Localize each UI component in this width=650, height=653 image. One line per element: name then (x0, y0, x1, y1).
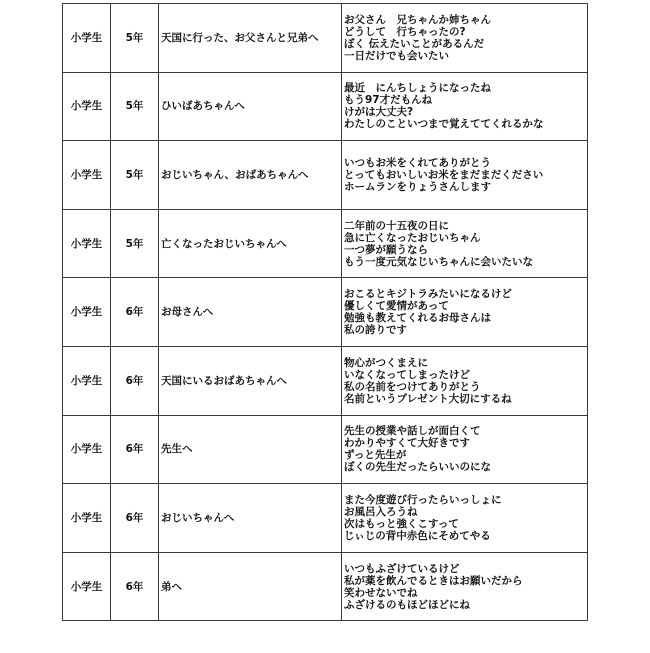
messages-table-body (63, 4, 588, 621)
recipient-cell: お母さんへ (159, 278, 342, 347)
message-line: どうして 行ちゃったの? (344, 25, 466, 38)
grade-cell: 6年 (111, 346, 159, 415)
message-line: お父さん 兄ちゃんか姉ちゃん (344, 13, 491, 26)
school-level-cell: 小学生 (63, 141, 111, 210)
grade-cell: 5年 (111, 209, 159, 278)
message-line: 次はもっと強くこすって (344, 517, 459, 530)
message-line: お風呂入ろうね (344, 505, 418, 518)
message-line: おこるとキジトラみたいになるけど (344, 288, 512, 301)
message-cell (342, 72, 588, 141)
recipient-cell: 天国に行った、お父さんと兄弟へ (159, 4, 342, 73)
message-line: 二年前の十五夜の日に (344, 219, 449, 232)
message-line: ぼく 伝えたいことがあるんだ (344, 37, 485, 50)
message-line: 私の誇りです (344, 324, 407, 337)
grade-cell: 6年 (111, 484, 159, 553)
recipient-cell: 弟へ (159, 552, 342, 621)
message-line: もう97才だもんね (344, 94, 433, 107)
messages-table (62, 3, 588, 621)
school-level-cell: 小学生 (63, 346, 111, 415)
message-line: 私の名前をつけてありがとう (344, 380, 481, 393)
message-cell (342, 209, 588, 278)
message-line: わたしのこといつまで覚えててくれるかな (344, 118, 544, 131)
message-line: 一日だけでも会いたい (344, 49, 449, 62)
table-row (63, 141, 588, 210)
grade-cell: 6年 (111, 552, 159, 621)
message-line: 一つ夢が願うなら (344, 243, 428, 256)
message-cell (342, 278, 588, 347)
message-line: 物心がつくまえに (344, 356, 428, 369)
message-line: わかりやすくて大好きです (344, 437, 470, 450)
table-row (63, 484, 588, 553)
message-line: ホームランをりょうさんします (344, 180, 491, 193)
message-cell (342, 4, 588, 73)
message-line: 勉強も教えてくれるお母さんは (344, 312, 491, 325)
table-row (63, 278, 588, 347)
message-cell (342, 415, 588, 484)
message-line: 私が薬を飲んでるときはお願いだから (344, 574, 523, 587)
grade-cell: 5年 (111, 72, 159, 141)
message-line: 最近 にんちしょうになったね (344, 82, 491, 95)
recipient-cell: 亡くなったおじいちゃんへ (159, 209, 342, 278)
table-row (63, 209, 588, 278)
table-row (63, 72, 588, 141)
message-line: 先生の授業や話しが面白くて (344, 425, 481, 438)
message-line: とってもおいしいお米をまだまだください (344, 168, 544, 181)
table-row (63, 415, 588, 484)
message-cell (342, 484, 588, 553)
recipient-cell: ひいばあちゃんへ (159, 72, 342, 141)
message-line: けがは大丈夫? (344, 106, 414, 119)
grade-cell: 6年 (111, 415, 159, 484)
message-cell (342, 346, 588, 415)
table-row (63, 552, 588, 621)
school-level-cell: 小学生 (63, 209, 111, 278)
table-row (63, 346, 588, 415)
message-line: じぃじの背中赤色にそめてやる (344, 529, 491, 542)
grade-cell: 5年 (111, 141, 159, 210)
grade-cell: 6年 (111, 278, 159, 347)
message-line: 急に亡くなったおじいちゃん (344, 231, 481, 244)
recipient-cell: 天国にいるおばあちゃんへ (159, 346, 342, 415)
message-cell (342, 552, 588, 621)
recipient-cell: おじいちゃん、おばあちゃんへ (159, 141, 342, 210)
recipient-cell: おじいちゃんへ (159, 484, 342, 553)
table-row (63, 4, 588, 73)
message-line: いつもふざけているけど (344, 562, 460, 575)
message-line: 優しくて愛情があって (344, 300, 449, 313)
message-line: いなくなってしまったけど (344, 368, 470, 381)
school-level-cell: 小学生 (63, 278, 111, 347)
message-line: 笑わせないでね (344, 586, 418, 599)
school-level-cell: 小学生 (63, 72, 111, 141)
school-level-cell: 小学生 (63, 4, 111, 73)
school-level-cell: 小学生 (63, 552, 111, 621)
message-line: もう一度元気なじいちゃんに会いたいな (344, 255, 533, 268)
message-line: ふざけるのもほどほどにね (344, 598, 470, 611)
school-level-cell: 小学生 (63, 484, 111, 553)
message-cell (342, 141, 588, 210)
message-line: また今度遊び行ったらいっしょに (344, 493, 502, 506)
message-line: いつもお米をくれてありがとう (344, 156, 491, 169)
school-level-cell: 小学生 (63, 415, 111, 484)
grade-cell: 5年 (111, 4, 159, 73)
message-line: 名前というプレゼント大切にするね (344, 392, 512, 405)
recipient-cell: 先生へ (159, 415, 342, 484)
message-line: ずっと先生が (344, 449, 407, 462)
message-line: ぼくの先生だったらいいのにな (344, 461, 491, 474)
